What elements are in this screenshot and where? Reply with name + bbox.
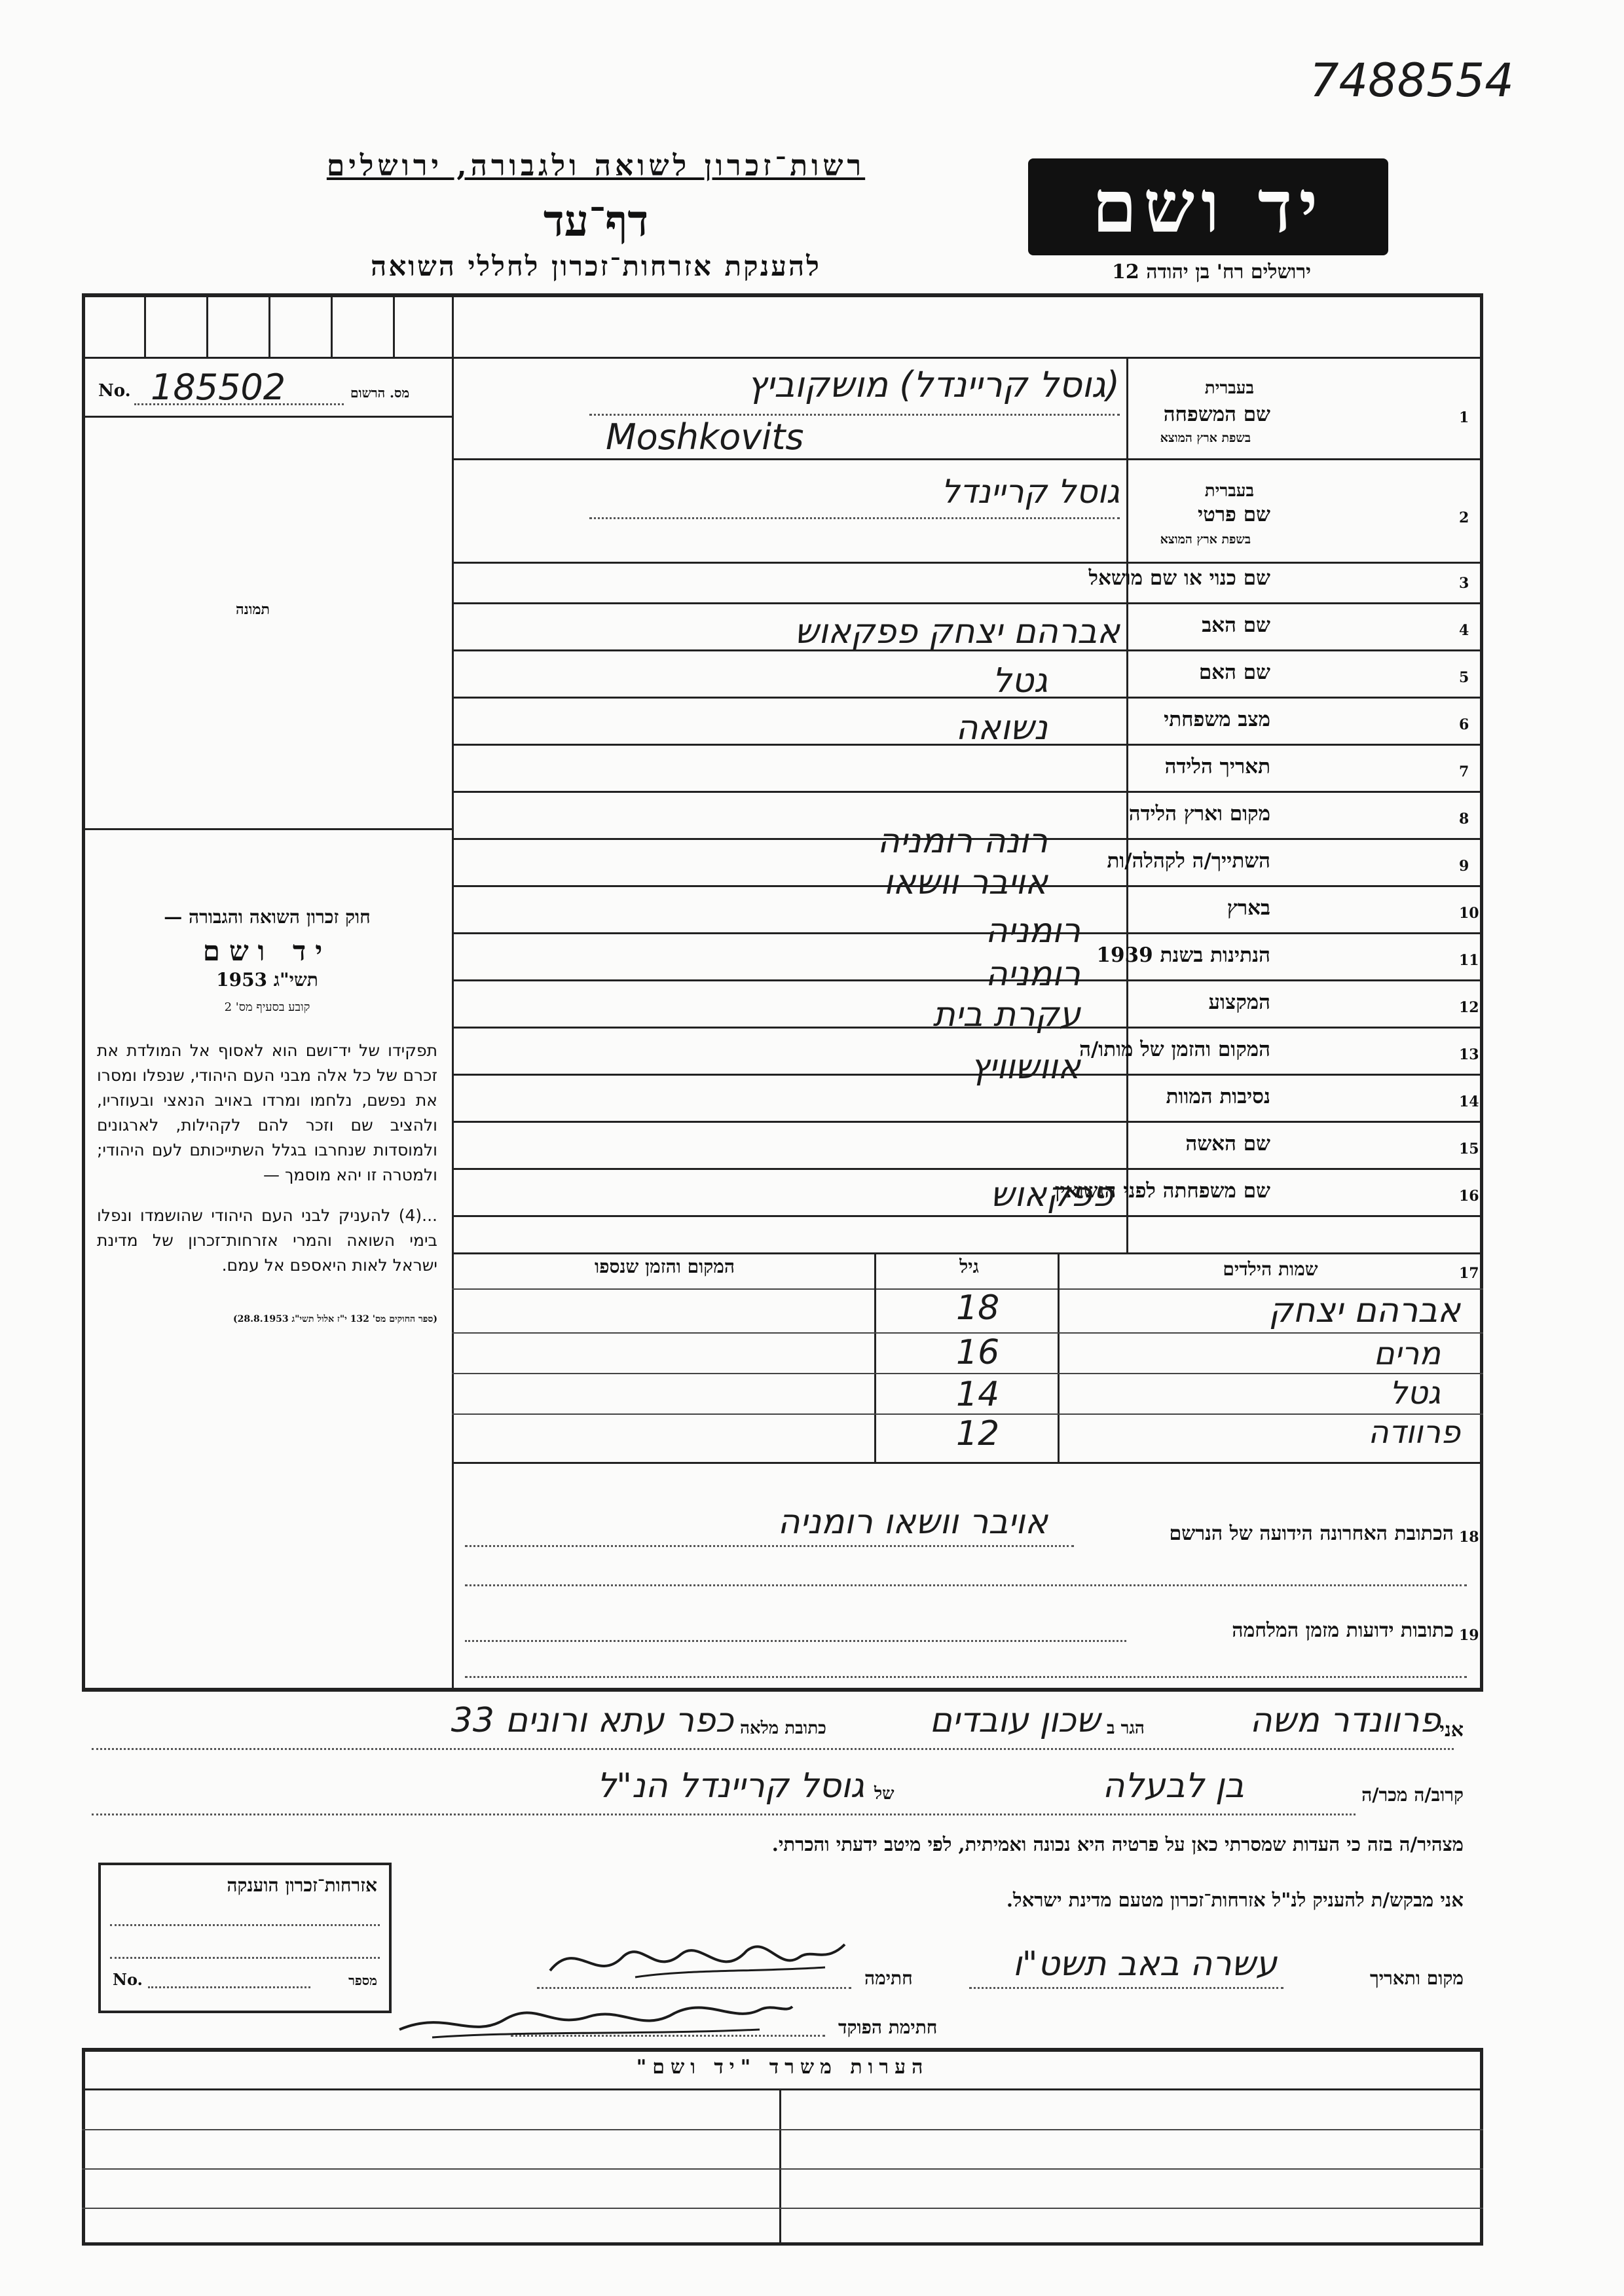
field-12-value: עקרת בית xyxy=(932,995,1080,1034)
child-2-name: מרים xyxy=(1373,1336,1441,1372)
field-16-label: שם משפחתה לפני הנשואין xyxy=(1054,1179,1270,1203)
field-9-value: אויבר וושאו xyxy=(883,863,1048,902)
form-subtitle: להענקת אזרחות־זכרון לחללי השואה xyxy=(371,250,821,282)
law-paragraph-1: תפקידו של יד־ושם הוא לאסוף אל המולדת את זכרם של כל אלה מבני העם היהודי, שנפלו ומסרו את נפשם, נלחמו ומרדו באויב הנאצי ובעוזריו, ולהציב שם וזכר להם לקהילות, לארגונים ולמוסדות שנחרבו בגלל השתייכותם לעם היהודי; ולמטרה זו יהא מוסמך — xyxy=(97,1041,437,1184)
logo-address: ירושלים רח' בן יהודה 12 xyxy=(1112,261,1311,283)
field-3-label: שם כנוי או שם מושאל xyxy=(1088,566,1270,590)
decl-place-date-value: עשרה באב תשט"ו xyxy=(1012,1944,1277,1984)
decl-i-label: אני xyxy=(1439,1719,1464,1741)
children-header-place: המקום והזמן שנספו xyxy=(595,1256,735,1277)
law-name: יד ושם xyxy=(202,935,332,967)
children-col-line xyxy=(874,1252,876,1462)
child-1-age: 18 xyxy=(956,1288,1000,1328)
field-18-value: אויבר וושאו רומניה xyxy=(777,1503,1048,1542)
grid-line xyxy=(452,357,1483,359)
frame-right-line xyxy=(1480,293,1483,1688)
decl-line-1 xyxy=(92,1748,1454,1750)
field-1-sub-origin: בשפת ארץ המוצא xyxy=(1160,431,1251,445)
notes-bottom-line xyxy=(82,2242,1483,2246)
reg-no-label: No. xyxy=(98,381,131,401)
reg-label: מס. הרשום xyxy=(350,385,410,401)
child-3-name: גטל xyxy=(1389,1375,1441,1412)
field-12-label: המקצוע xyxy=(1208,991,1270,1014)
archive-number: 7488554 xyxy=(1310,54,1514,107)
grid-line xyxy=(393,293,395,357)
field-8-number: 8 xyxy=(1459,811,1469,828)
field-5-label: שם האם xyxy=(1198,661,1270,684)
decl-place-date-label: מקום ותאריך xyxy=(1369,1967,1464,1989)
children-bottom-line xyxy=(452,1462,1483,1464)
yad-vashem-logo xyxy=(1028,158,1388,255)
frame-bottom-line xyxy=(82,1688,1483,1692)
law-box xyxy=(97,905,437,1332)
field-1-dotted xyxy=(589,414,1120,416)
field-6-label: מצב משפחתי xyxy=(1164,708,1270,731)
frame-inner-left xyxy=(452,293,454,1688)
field-4-value: אברהם יצחק פפקאוש xyxy=(794,612,1120,651)
field-3-number: 3 xyxy=(1459,575,1469,592)
child-4-name: פרוודה xyxy=(1368,1414,1460,1451)
law-footnote: (ספר החוקים מס' 132 י"ז אלול תשי"ג 28.8.1953) xyxy=(233,1314,437,1324)
row-line xyxy=(452,791,1483,793)
logo-text: יד ושם xyxy=(1092,164,1325,249)
form-title: דף־עד xyxy=(543,195,649,246)
field-16-value: פפקאוש xyxy=(990,1175,1113,1214)
citizenship-no-label: No. xyxy=(113,1970,143,1989)
field-9-label: השתייך/ה לקהלה/ות xyxy=(1107,849,1270,873)
field-16-number: 16 xyxy=(1459,1188,1479,1205)
law-year: תשי"ג 1953 xyxy=(216,969,318,991)
notes-header-line xyxy=(82,2088,1483,2090)
notes-right-line xyxy=(1480,2048,1483,2244)
notes-row-line xyxy=(82,2208,1483,2209)
row-line xyxy=(452,1168,1483,1170)
field-8-value: רונה רומניה xyxy=(877,822,1048,861)
field-6-value: נשואה xyxy=(955,708,1048,748)
field-11-label: הנתינות בשנת 1939 xyxy=(1096,943,1270,967)
officer-signature xyxy=(393,1984,799,2043)
field-17-number: 17 xyxy=(1459,1265,1479,1282)
decl-request: אני מבקש/ת להעניק לנ"ל אזרחות־זכרון מטעם מדינת ישראל. xyxy=(1006,1889,1464,1911)
field-4-number: 4 xyxy=(1459,622,1469,639)
notes-center-line xyxy=(779,2088,781,2244)
row-line xyxy=(452,458,1483,460)
decl-of-value: גוסל קריינדל הנ"ל xyxy=(597,1766,864,1806)
field-8-label: מקום וארץ הלידה xyxy=(1128,802,1270,826)
frame-left-line xyxy=(82,293,85,1688)
field-1-number: 1 xyxy=(1459,409,1469,426)
field-12-number: 12 xyxy=(1459,999,1479,1016)
field-18-dotted xyxy=(465,1545,1074,1547)
field-11-number: 11 xyxy=(1459,952,1479,969)
witness-signature xyxy=(537,1931,851,1990)
field-18-number: 18 xyxy=(1459,1529,1479,1546)
field-19-label: כתובות ידועות מזמן המלחמה xyxy=(1232,1619,1454,1642)
citizenship-title: אזרחות־זכרון הוענקה xyxy=(227,1874,377,1896)
reg-line xyxy=(82,416,452,418)
decl-of-label: של xyxy=(874,1784,895,1804)
field-1-value-hebrew: (גוסל קריינדל) מושקוביץ xyxy=(747,364,1120,405)
field-7-number: 7 xyxy=(1459,763,1469,780)
decl-officer-dotted xyxy=(511,2035,825,2037)
citizenship-box xyxy=(98,1863,392,2013)
decl-relative-label: קרוב/ה מכר/ה xyxy=(1361,1784,1464,1806)
decl-name-value: פרוונדר משה xyxy=(1249,1701,1441,1740)
grid-line xyxy=(268,293,270,357)
decl-signature-label: חתימה xyxy=(864,1967,913,1989)
field-2-sub-hebrew: בעברית xyxy=(1204,481,1254,501)
children-header-names: שמות הילדים xyxy=(1223,1258,1318,1280)
children-col-line xyxy=(1058,1252,1060,1462)
field-14-number: 14 xyxy=(1459,1093,1479,1110)
field-11-value: רומניה xyxy=(985,955,1080,994)
field-1-label: שם המשפחה xyxy=(1163,403,1270,426)
citizenship-no-dotted xyxy=(148,1986,310,1988)
label-column-line xyxy=(1126,357,1128,1252)
field-2-value: גוסל קריינדל xyxy=(941,473,1120,511)
decl-statement: מצהיר/ה בזה כי העדות שמסרתי כאן על פרטיה היא נכונה ואמיתית, לפי מיטב ידעתי והכרתי. xyxy=(771,1833,1464,1855)
field-6-number: 6 xyxy=(1459,716,1469,733)
field-2-sub-origin: בשפת ארץ המוצא xyxy=(1160,532,1251,547)
field-18-dotted-2 xyxy=(465,1584,1467,1586)
child-2-age: 16 xyxy=(956,1333,1000,1372)
notes-top-line xyxy=(82,2048,1483,2052)
field-19-dotted xyxy=(465,1640,1126,1642)
field-7-label: תאריך הלידה xyxy=(1164,755,1270,778)
citizenship-dotted-1 xyxy=(110,1924,380,1926)
photo-label: תמונה xyxy=(236,601,270,618)
field-1-value-latin: Moshkovits xyxy=(606,416,804,458)
law-title: חוק זכרון השואה והגבורה — xyxy=(164,906,371,928)
grid-line xyxy=(144,293,146,357)
field-10-label: בארץ xyxy=(1227,896,1270,920)
notes-left-line xyxy=(82,2048,85,2244)
field-2-dotted xyxy=(589,517,1120,519)
decl-resides-label: הגר ב xyxy=(1107,1719,1145,1738)
row-line xyxy=(452,562,1483,564)
field-10-value: רומניה xyxy=(985,911,1080,951)
grid-line xyxy=(82,357,452,359)
row-line xyxy=(452,1252,1483,1254)
grid-line xyxy=(331,293,333,357)
row-line xyxy=(452,1121,1483,1123)
notes-row-line xyxy=(82,2168,1483,2170)
field-15-number: 15 xyxy=(1459,1140,1479,1157)
decl-address-value: כפר עתא ורונים 33 xyxy=(451,1701,733,1740)
child-3-age: 14 xyxy=(956,1375,1000,1414)
row-line xyxy=(452,1215,1483,1217)
law-section: קובע בסעיף מס' 2 xyxy=(224,1000,310,1014)
frame-top-line xyxy=(82,293,1483,297)
children-header-age: גיל xyxy=(959,1256,979,1277)
citizenship-number-label: מספר xyxy=(348,1973,377,1988)
grid-line xyxy=(206,293,208,357)
field-13-value: אוושוויץ xyxy=(970,1048,1080,1087)
photo-box-bottom xyxy=(82,828,452,830)
field-19-dotted-2 xyxy=(465,1676,1467,1678)
field-2-number: 2 xyxy=(1459,509,1469,526)
field-10-number: 10 xyxy=(1459,905,1479,922)
institution-title: רשות־זכרון לשואה ולגבורה, ירושלים xyxy=(326,149,866,183)
decl-place-date-dotted xyxy=(969,1987,1283,1989)
field-13-number: 13 xyxy=(1459,1046,1479,1063)
children-row-line xyxy=(452,1373,1483,1374)
child-1-name: אברהם יצחק xyxy=(1268,1291,1460,1330)
field-13-label: המקום והזמן של מותו/ה xyxy=(1079,1038,1270,1061)
notes-row-line xyxy=(82,2129,1483,2130)
field-15-label: שם האשה xyxy=(1185,1132,1270,1156)
field-9-number: 9 xyxy=(1459,858,1469,875)
field-18-label: הכתובת האחרונה הידועה של הנרשם xyxy=(1169,1522,1454,1545)
field-4-label: שם האב xyxy=(1202,613,1270,637)
decl-resides-value: שכון עובדים xyxy=(929,1701,1100,1740)
row-line xyxy=(452,602,1483,604)
field-2-label: שם פרטי xyxy=(1197,503,1270,526)
citizenship-dotted-2 xyxy=(110,1957,380,1959)
field-19-number: 19 xyxy=(1459,1627,1479,1644)
decl-line-2 xyxy=(92,1813,1356,1815)
field-14-label: נסיבות המוות xyxy=(1166,1085,1270,1108)
field-5-number: 5 xyxy=(1459,669,1469,686)
reg-number-value: 185502 xyxy=(151,367,286,408)
office-notes-title: הערות משרד "יד ושם" xyxy=(636,2056,929,2079)
decl-officer-label: חתימת הפוקד xyxy=(838,2016,938,2038)
decl-address-label: כתובת מלאה xyxy=(740,1719,826,1738)
law-paragraph-2: ...(4) להעניק לבני העם היהודי שהושמדו ונפלו בימי השואה והמרי אזרחות־זכרון של מדינת ישראל לאות היאספם אל עמם. xyxy=(97,1206,437,1275)
child-4-age: 12 xyxy=(956,1414,1000,1453)
field-1-sub-hebrew: בעברית xyxy=(1204,378,1254,398)
decl-relation-value: בן לבעלה xyxy=(1102,1766,1244,1806)
field-5-value: גטל xyxy=(992,661,1048,701)
